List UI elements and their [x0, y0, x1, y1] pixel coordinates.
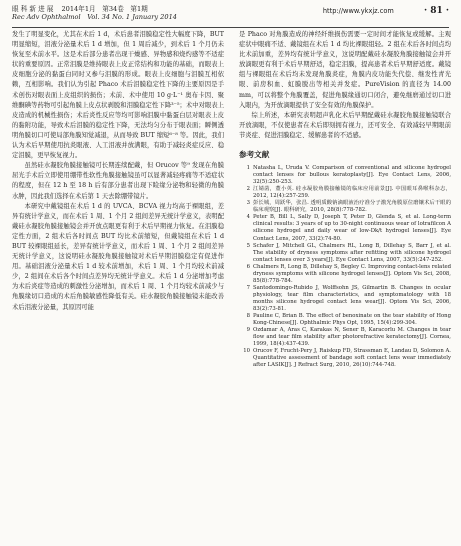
reference-text: Schafer J, Mitchell GL, Chalmers RL, Long B, Dillehay S, Barr J, et al. The stability of dryness symptoms after refitting with silicone hydrogel contact lenses over 3 years[J]. Eye Contact Lens, 2007, 33(5):247-252. — [253, 242, 451, 263]
page-number: · 81 · — [423, 6, 449, 16]
journal-title-cn — [12, 5, 177, 13]
reference-number: 6 — [246, 263, 250, 270]
reference-text: 江婧菡，董小英. 硅水凝胶角膜接触镜的临床应用前景[J]. 中国眼耳鼻喉科杂志，2012, 12(4):257-259. — [253, 186, 451, 200]
left-column — [12, 30, 224, 313]
reference-number: 10 — [243, 348, 250, 355]
journal-name-cn: 眼 科 新 进 展 — [12, 5, 54, 13]
page-header — [12, 5, 449, 28]
reference-number: 3 — [246, 200, 250, 207]
reference-number: 4 — [246, 214, 250, 221]
journal-issue: 2014年1月 第34卷 第1期 — [61, 5, 148, 13]
reference-text: Chalmers R, Long B, Dillehay S, Begley C. Improving contact-lens related dryness symptoms with silicone hydrogel lenses[J]. Optom Vis Sci, 2008, 85(8):778-784. — [253, 263, 451, 284]
reference-item — [239, 285, 451, 313]
body-paragraph: 本研究中戴镜组在术后 1 d 的 UVCA、BCVA 视力均高于裸眼组，差异有统计学意义，而在术后 1 周、1 个月 2 组间差异无统计学意义，表明配戴硅水凝胶角膜接触镜会并开放点眼更有利于术后早期视力恢复。在泪膜稳定性方面，2 组术后各时间点 BUT 均比术前缩短，但戴镜组在术后 1 d BUT 较裸眼组延长，差异有统计学意义，而术后 1 周、1 个月 2 组间差异无统计学意义，这说明硅水凝胶角膜接触镜对术后早期泪膜稳定有促进作用。基础泪液分泌量术后 1 d 较术前增加，术后 1 周、1 个月均较术前减少，2 组间在术后各个时间点差异均无统计学意义。术后 1 d 分泌增加考虑为术后炎症等造成的刺激性分泌增加，而术后 1 周、1 个月均较术前减少与角膜缘切口造成的术后角膜敏感性降低有关。硅水凝胶角膜接触镜未能改善术后泪液分泌量，其原因可能 — [12, 202, 224, 311]
reference-item — [239, 165, 451, 186]
journal-info — [12, 5, 177, 21]
reference-item — [239, 327, 451, 348]
reference-item — [239, 243, 451, 264]
reference-item — [239, 348, 451, 369]
reference-text: Natasha L, Uruda V. Comparison of conventional and silicone hydrogel contact lenses for bullous keratoplasty[J]. Eye Contact Lens, 2006, 32(5):250-253. — [253, 165, 451, 186]
reference-number: 2 — [246, 186, 250, 193]
reference-item — [239, 186, 451, 200]
reference-number: 8 — [246, 313, 250, 320]
reference-item — [239, 214, 451, 242]
reference-number: 1 — [246, 165, 250, 172]
body-paragraph: 虽然硅水凝胶角膜接触镜可长期连续配戴，但 Orucov 等⁹ 发现在角膜屈光手术后立即使用绷带性软性角膜接触镜虽可以显著减轻疼痛等不适症状的程度，但在 12 h 至 18 h 后有部分患者出现下睑缘分泌物和轻微的角膜水肿，因此我们选择在术后第 1 天去除绷带镜片。 — [12, 162, 224, 200]
reference-number: 7 — [246, 284, 250, 291]
reference-number: 9 — [246, 327, 250, 334]
reference-text: Ozdamar A, Aras C, Karakas N, Sener B, Karacorlu M. Changes in tear flow and tear film stability after photorefractive keratectomy[J]. Cornea, 1999, 18(4):437-439. — [253, 327, 451, 348]
reference-item — [239, 264, 451, 285]
reference-text: Peter B, Bill L, Sally D, Joseph T, Peter D, Glenda S, et al. Long-term clinical results: 3 years of up to 30-night continuous wear of lotrafilcon A silicone hydrogel and daily wear of low-Dk/t hydrogel lenses[J]. Eye Contact Lens, 2007, 33(2):74-80. — [253, 214, 451, 242]
reference-item — [239, 313, 451, 327]
journal-url: http://www.ykxjz.com — [322, 7, 394, 15]
reference-text: Orucov F, Frucht-Pery J, Raiskup FD, Strassman E, Landau D, Solomon A. Quantitative assessment of bandage soft contact lens wear immediately after LASIK[J]. J Refract Surg, 2010, 26(10):744-748. — [253, 348, 451, 369]
reference-number: 5 — [246, 242, 250, 249]
body-paragraph: 发生了明显变化，尤其在术后 1 d，术后患者泪膜稳定性大幅度下降，BUT 明显缩短，泪液分泌量术后 1 d 增加，但 1 周后减少，到术后 1 个月仍未恢复至术前水平。这是术后部分患者出现干燥感、异物感和烧灼感等不适症状的重要原因。正常泪膜是维持眼表上皮正常结构和功能的基础，而眼表上皮细胞分泌的黏蛋白同时又参与泪膜的形成。眼表上皮细胞与泪膜互相依赖，互相影响。我们认为引起 Phaco 术后泪膜稳定性下降的主要原因是手术创伤对眼表面上皮组织的损伤；术前、术中使用 10 g·L⁻¹ 奥布卡因、聚维酮碘等药物可引起角膜上皮点状剥脱和泪膜稳定性下降³⁻⁵；术中对眼表上皮造成的机械性损伤；术后炎性反应等均可影响泪膜中黏蛋白层对眼表上皮的黏附功能，导致术后泪膜的稳定性下降，无法均匀分布于眼表面；瞬侧透明角膜切口可使局部角膜知觉减退，从而导致 BUT 缩短⁶⁻⁸ 等。因此，我们认为术后早期使用抗炎眼液、人工泪液并放满眼，有助于减轻炎症反应、稳定泪膜，更早恢复视力。 — [12, 31, 224, 160]
journal-title-en: Rec Adv Ophthalmol Vol. 34 No. 1 January 2014 — [12, 13, 177, 21]
reference-item — [239, 200, 451, 214]
reference-text: Santodomingo-Rubido J, Wolffsohn JS, Gilmartin B. Changes in ocular physiology, tear film characteristics, and symptomatology with 18 months silicone hydrogel contact lens wear[J]. Optom Vis Sci, 2006, 83(2):73-81. — [253, 284, 451, 312]
reference-list — [239, 165, 451, 369]
body-paragraph: 综上所述，本研究表明超声乳化术后早期配戴硅水凝胶角膜接触镜联合开放滴眼，不仅使患者在术后即刻拥有视力，还可安全、有效减轻早期眼前节炎症、促进泪膜稳定、缓解患者的不适感。 — [239, 111, 451, 139]
header-right — [323, 7, 449, 15]
right-column — [239, 30, 451, 369]
reference-text: 彭长城，周跃华，张昌. 透明质酸钠滴眼液治疗准分子激光角膜原位磨镶术后干眼的临床观察[J]. 眼科研究，2010, 28(8):778-782. — [253, 200, 451, 214]
body-paragraph: 是 Phaco 对角膜造成的神经纤维损伤需要一定时间才能恢复或缓解。主观症状中眼痛不适、戴镜组在术后 1 d 均比裸眼组轻。2 组在术后各时间点均比术前加重，差异均有统计学意义，这说明配戴硅水凝胶角膜接触镜会并开放滴眼更有利于术后早期舒适，稳定泪膜，提高患者术后早期舒适度。戴镜组与裸眼组在术后均未发现角膜炎症，角膜内皮功能失代偿、继发性青光眼、前房积血、虹膜脱出等相关并发症。PureVision 的直径为 14.00 mm，可以将整个角膜覆盖，促进角膜缘通切口闭合，避免继磨通过切口进入眼内，为开放滴眼提供了安全有效的角膜保护。 — [239, 31, 451, 109]
reference-text: Pauline C, Brian B. The effect of benoxinate on the tear stability of Hong Kong-Chinese[J]. Ophthalmic Phys Opt, 1995, 15(4):299-304. — [253, 313, 451, 327]
references-heading: 参考文献 — [239, 150, 270, 160]
